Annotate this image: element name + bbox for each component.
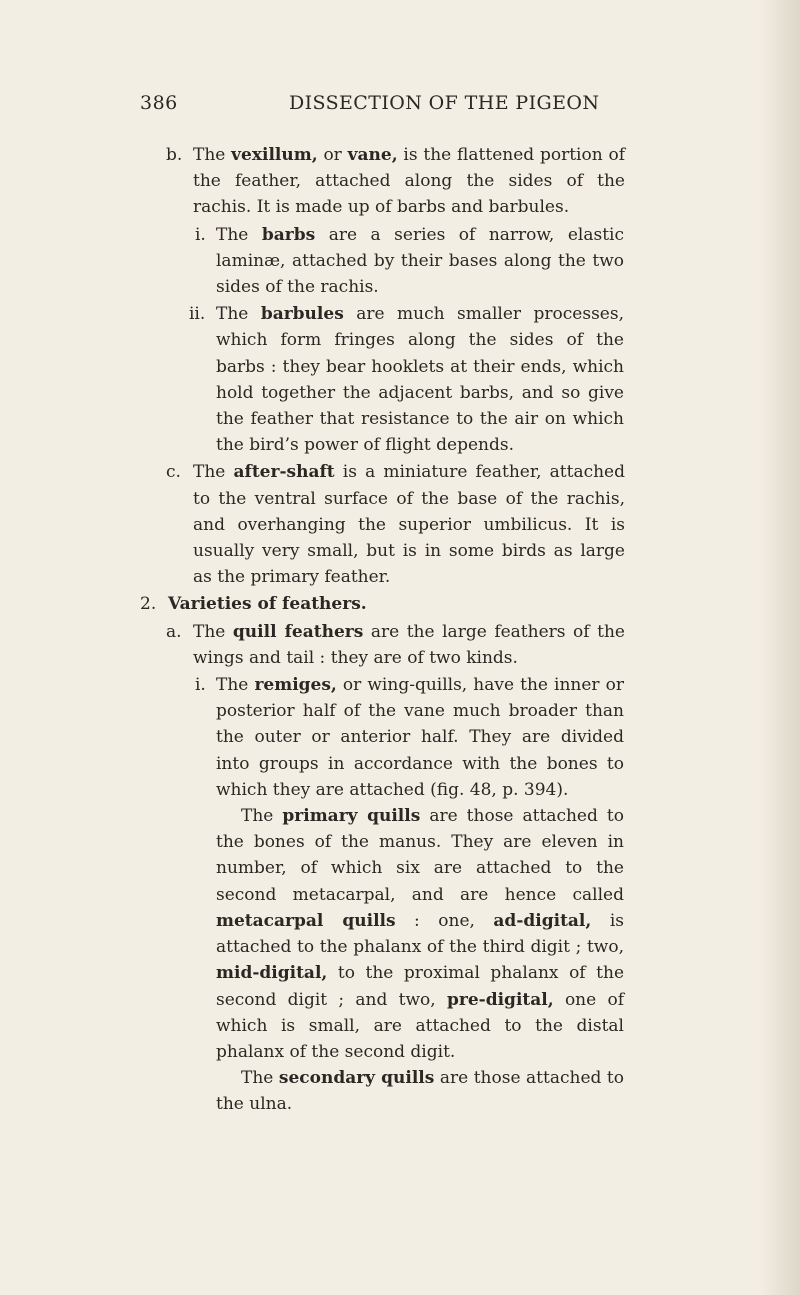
paragraph-vexillum <box>166 142 625 221</box>
paragraph-text <box>216 1068 624 1114</box>
text-run: is the flattened portion of the feather, attached along the sides of the rachis. It is made up of barbs and barbules. <box>193 145 625 218</box>
bold-term: after-shaft <box>233 462 335 483</box>
paragraph-text <box>193 462 625 587</box>
paragraph-text <box>216 806 624 1062</box>
text-run: or wing-quills, have the inner or posterior half of the vane much broader than the outer or anterior half. They are divided into groups in accordance with the bones to which they are attached (fig. 48, p. 394). <box>216 675 624 800</box>
text-run: : one, <box>395 910 494 931</box>
bold-term: Varieties of feathers. <box>168 594 367 615</box>
bold-term: mid-digital, <box>216 963 328 984</box>
text-run: The <box>216 304 261 325</box>
text-run: The <box>216 224 262 245</box>
text-run: The <box>216 675 255 696</box>
list-marker: c. <box>166 462 181 483</box>
page-number: 386 <box>140 92 178 114</box>
paragraph-text <box>216 304 624 455</box>
list-marker: i. <box>195 675 206 696</box>
paragraph-text <box>193 622 625 668</box>
text-run: are much smaller processes, which form fringes along the sides of the barbs : they bear hooklets at their ends, which hold together the adjacent barbs, and so give the feather that resistance to the air on which the bird’s power of flight depends. <box>216 304 624 456</box>
text-run: are those attached to the ulna. <box>216 1068 624 1115</box>
paragraph-primary-quills <box>216 803 624 1065</box>
list-marker: ii. <box>189 304 206 325</box>
text-run: are a series of narrow, elastic laminæ, attached by their bases along the two sides of the rachis. <box>216 224 624 298</box>
page-body <box>0 142 800 1118</box>
bold-term: barbules <box>260 304 344 325</box>
bold-term: quill feathers <box>232 621 364 642</box>
text-run: is a miniature feather, attached to the ventral surface of the base of the rachis, and overhanging the superior umbilicus. It is usually very small, but is in some birds as large as the primary feather. <box>193 462 625 588</box>
text-run: The <box>241 1068 279 1089</box>
text-run: are those attached to the bones of the manus. They are eleven in number, of which six are attached to the second metacarpal, and are hence called <box>216 806 624 905</box>
paragraph-barbs <box>195 222 624 301</box>
text-run: or <box>317 145 348 165</box>
text-run: The <box>193 621 233 642</box>
bold-term: pre-digital, <box>447 989 554 1010</box>
paragraph-quill-feathers <box>166 619 625 671</box>
paragraph-remiges <box>195 672 624 803</box>
list-marker: b. <box>166 145 183 165</box>
page-header <box>140 92 625 118</box>
text-run: one of which is small, are attached to the distal phalanx of the second digit. <box>216 989 624 1062</box>
text-run: The <box>193 462 234 483</box>
paragraph-text <box>216 675 624 800</box>
text-run: to the proximal phalanx of the second digit ; and two, <box>216 963 624 1010</box>
list-marker: i. <box>195 224 206 245</box>
text-run: The <box>241 806 283 827</box>
paragraph-secondary-quills <box>216 1065 624 1117</box>
paragraph-after-shaft <box>166 459 625 590</box>
paragraph-text <box>193 145 625 217</box>
list-marker: a. <box>166 621 182 642</box>
text-run: are the large feathers of the wings and tail : they are of two kinds. <box>193 621 625 668</box>
bold-term: secondary quills <box>278 1068 435 1089</box>
paragraph-barbules <box>189 301 624 458</box>
bold-term: primary quills <box>282 806 421 827</box>
bold-term: metacarpal quills <box>216 910 396 931</box>
running-title: DISSECTION OF THE PIGEON <box>289 92 600 114</box>
section-heading-varieties <box>140 591 624 617</box>
bold-term: vane, <box>347 145 398 165</box>
section-heading-text <box>168 594 367 614</box>
text-run: The <box>193 145 232 165</box>
section-number: 2. <box>140 594 157 615</box>
paragraph-text <box>216 225 624 297</box>
bold-term: ad-digital, <box>493 910 592 931</box>
bold-term: barbs <box>261 224 316 245</box>
text-run: is attached to the phalanx of the third digit ; two, <box>216 910 624 958</box>
bold-term: vexillum, <box>231 145 318 165</box>
bold-term: remiges, <box>254 675 337 696</box>
